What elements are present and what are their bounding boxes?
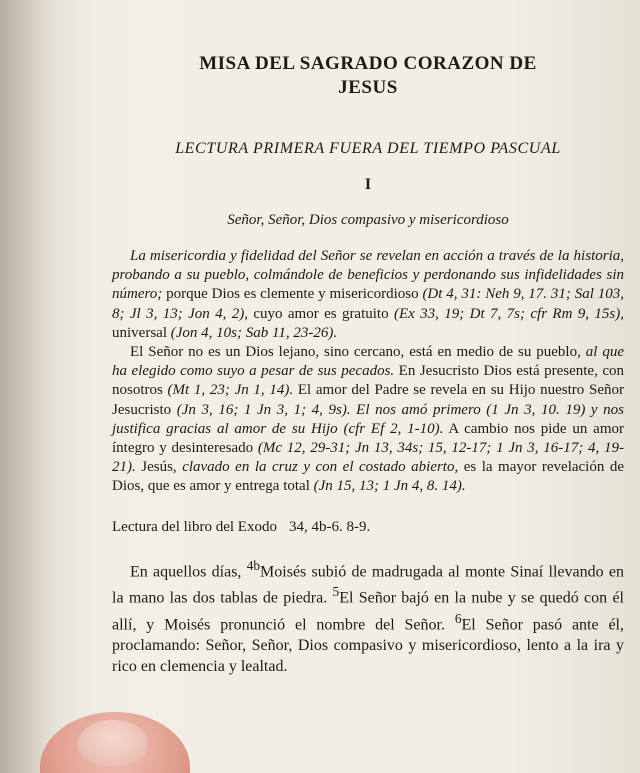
introduction (112, 247, 624, 497)
intro-paragraph-2 (112, 343, 624, 497)
intro-text: universal (112, 324, 171, 341)
intro-text: En Jesucristo Dios está presente, con nosotros (112, 363, 624, 399)
reading-paragraph (112, 556, 624, 677)
intro-text: al que ha elegido como suyo a pesar de sus pecados. (112, 344, 624, 380)
intro-text: clavado en la cruz y con el costado abierto, (182, 459, 459, 476)
intro-text: A cambio nos pide un amor íntegro y desinteresado (112, 420, 624, 457)
intro-paragraph-1 (112, 247, 624, 343)
intro-citation: (Jn 3, 16; 1 Jn 3, 1; 4, 9s). El nos amó primero (1 Jn 3, 10. 19) y nos justifica gracias al amor de su Hijo (cfr Ef 2, 1-10). (112, 401, 624, 437)
intro-text: La misericordia y fidelidad del Señor se revelan en acción a través de la historia, probando a su pueblo, colmándole de beneficios y perdonando sus infidelidades sin número; (112, 248, 624, 303)
verse-number: 4b (246, 557, 261, 573)
section-heading: LECTURA PRIMERA FUERA DEL TIEMPO PASCUAL (175, 140, 561, 157)
title-line-2: JESUS (338, 77, 398, 98)
roman-numeral: I (364, 176, 372, 193)
reading-text: En aquellos días, (130, 562, 247, 580)
reading-subtitle: Señor, Señor, Dios compasivo y misericordioso (227, 212, 509, 228)
intro-text: El amor del Padre se revela en su Hijo nuestro Señor Jesucristo (112, 382, 624, 418)
intro-citation: (Mc 12, 29-31; Jn 13, 34s; 15, 12-17; 1 Jn 3, 16-17; 4, 19-21). (112, 440, 625, 476)
reading-text: El Señor pasó ante él, proclamando: Señor, Señor, Dios compasivo y misericordioso, lento a la ira y rico en clemencia y lealtad. (112, 616, 625, 675)
reading-book: Lectura del libro del Exodo (112, 518, 277, 535)
intro-text: porque Dios es clemente y misericordioso (162, 286, 423, 303)
verse-number: 5 (332, 584, 340, 600)
intro-text: cuyo amor es gratuito (247, 305, 394, 322)
reading-text: Moisés subió de madrugada al monte Sinaí llevando en la mano las dos tablas de piedra. (112, 562, 624, 607)
intro-citation: (Jon 4, 10s; Sab 11, 23-26). (170, 324, 338, 341)
thumbnail-image (78, 720, 148, 766)
intro-citation: (Jn 15, 13; 1 Jn 4, 8. 14). (313, 478, 466, 495)
reading-reference: 34, 4b-6. 8-9. (288, 518, 371, 535)
intro-text: Jesús, (135, 459, 183, 476)
intro-citation: (Mt 1, 23; Jn 1, 14). (167, 382, 294, 399)
page-content (112, 52, 624, 677)
page-gutter-shadow (0, 0, 95, 773)
verse-number: 6 (454, 611, 462, 627)
title-line-1: MISA DEL SAGRADO CORAZON DE (199, 53, 537, 74)
intro-text: El Señor no es un Dios lejano, sino cercano, está en medio de su pueblo, (130, 344, 586, 361)
reading-text: El Señor bajó en la nube y se quedó con él allí, y Moisés pronunció el nombre del Señor. (112, 589, 624, 634)
intro-citation: (Dt 4, 31: Neh 9, 17. 31; Sal 103, 8; Jl 3, 13; Jon 4, 2), (112, 286, 624, 322)
reading-title (112, 519, 624, 536)
intro-text: es la mayor revelación de Dios, que es amor y entrega total (112, 459, 625, 495)
intro-citation: (Ex 33, 19; Dt 7, 7s; cfr Rm 9, 15s), (393, 305, 624, 322)
page-title (112, 52, 624, 100)
reading-body (112, 556, 624, 677)
